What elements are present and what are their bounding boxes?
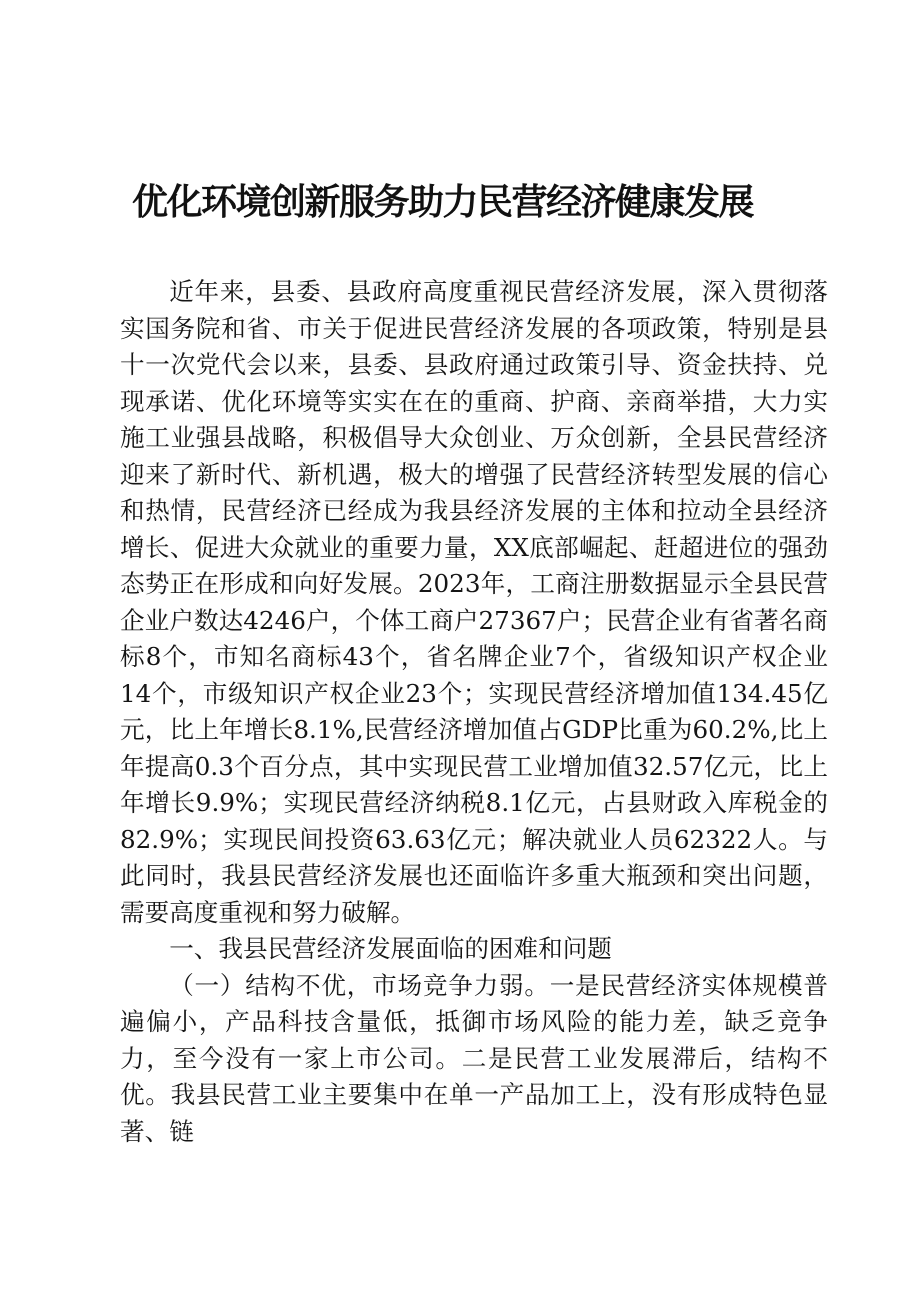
paragraph-structure: （一）结构不优，市场竞争力弱。一是民营经济实体规模普遍偏小，产品科技含量低，抵御市场风险的能力差，缺乏竞争力，至今没有一家上市公司。二是民营工业发展滞后，结构不优。我县民营工业主要集中在单一产品加工上，没有形成特色显著、链 bbox=[120, 970, 828, 1146]
document-title: 优化环境创新服务助力民营经济健康发展 bbox=[132, 182, 754, 223]
document-body bbox=[120, 274, 828, 1150]
section-heading-1: 一、我县民营经济发展面临的困难和问题 bbox=[169, 934, 612, 963]
paragraph-intro: 近年来，县委、县政府高度重视民营经济发展，深入贯彻落实国务院和省、市关于促进民营经济发展的各项政策，特别是县十一次党代会以来，县委、县政府通过政策引导、资金扶持、兑现承诺、优化环境等实实在在的重商、护商、亲商举措，大力实施工业强县战略，积极倡导大众创业、万众创新，全县民营经济迎来了新时代、新机遇，极大的增强了民营经济转型发展的信心和热情，民营经济已经成为我县经济发展的主体和拉动全县经济增长、促进大众就业的重要力量，XX底部崛起、赶超进位的强劲态势正在形成和向好发展。2023年，工商注册数据显示全县民营企业户数达4246户，个体工商户27367户；民营企业有省著名商标8个，市知名商标43个，省名牌企业7个，省级知识产权企业14个，市级知识产权企业23个；实现民营经济增加值134.45亿元，比上年增长8.1%,民营经济增加值占GDP比重为60.2%,比上年提高0.3个百分点，其中实现民营工业增加值32.57亿元，比上年增长9.9%；实现民营经济纳税8.1亿元，占县财政入库税金的82.9%；实现民间投资63.63亿元；解决就业人员62322人。与此同时，我县民营经济发展也还面临许多重大瓶颈和突出问题，需要高度重视和努力破解。 bbox=[120, 277, 828, 927]
